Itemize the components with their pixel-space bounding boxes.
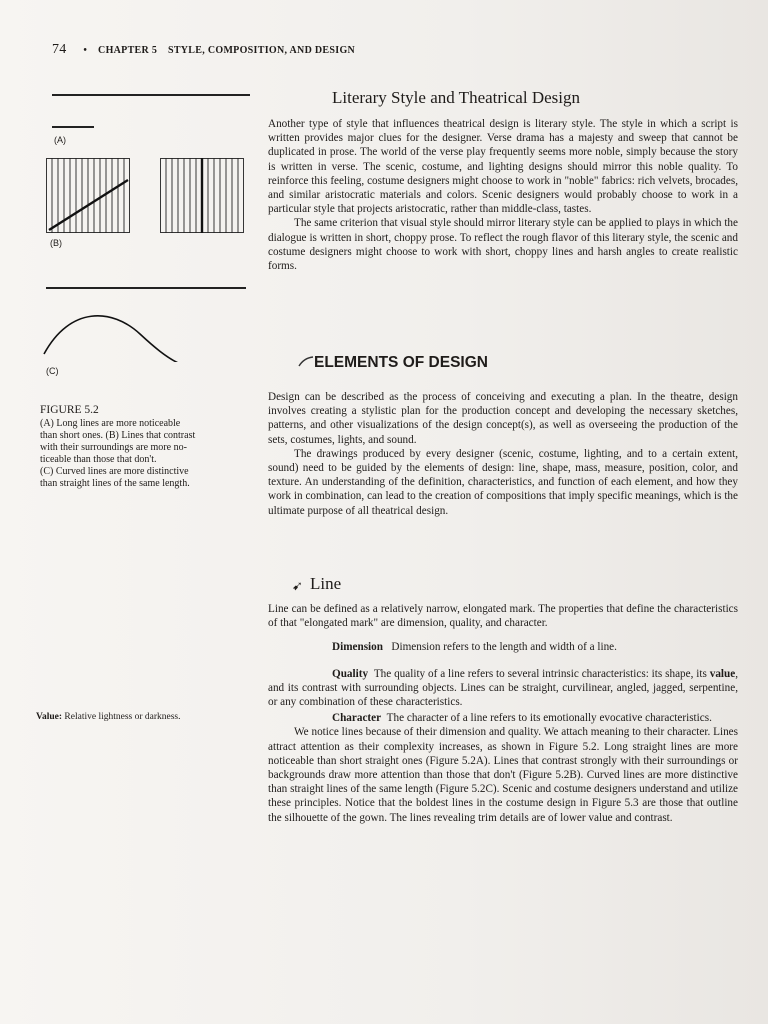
dimension-paragraph bbox=[268, 640, 738, 654]
elements-of-design-text bbox=[268, 390, 738, 518]
figure-a-long-line bbox=[52, 94, 250, 96]
pen-stroke-icon bbox=[298, 356, 314, 368]
dimension-term: Dimension bbox=[332, 641, 383, 654]
figure-label-c: (C) bbox=[46, 366, 59, 376]
figure-a-short-line bbox=[52, 126, 94, 128]
figure-label-b: (B) bbox=[50, 238, 62, 248]
line-section-text bbox=[268, 602, 738, 825]
caption-line: with their surroundings are more no- bbox=[40, 442, 187, 453]
caption-line: (C) Curved lines are more distinctive bbox=[40, 466, 189, 477]
caption-line: than straight lines of the same length. bbox=[40, 478, 190, 489]
caption-line: ticeable than those that don't. bbox=[40, 454, 157, 465]
bullet-separator: • bbox=[83, 45, 88, 56]
quality-value-term: value bbox=[709, 667, 736, 680]
line-heading: Line bbox=[310, 574, 342, 593]
pen-nib-icon: ➹ bbox=[292, 578, 303, 593]
dimension-text: Dimension refers to the length and width of a line. bbox=[391, 641, 617, 654]
glossary-term: Value: bbox=[36, 712, 63, 722]
running-header bbox=[52, 42, 355, 58]
quality-text-1: The quality of a line refers to several intrinsic characteristics: its shape, its bbox=[373, 667, 710, 680]
character-text: The character of a line refers to its emotionally evocative characteristics. bbox=[386, 712, 712, 725]
figure-c-curve bbox=[40, 312, 220, 362]
figure-b-illustration bbox=[46, 158, 246, 234]
quality-text-2: , and its contrast with surrounding objects. Lines can be straight, curvilinear, angled, jagged, serpentine, or any combination of these characteristics. bbox=[268, 667, 738, 709]
quality-term: Quality bbox=[332, 667, 369, 680]
figure-title: FIGURE 5.2 bbox=[40, 404, 99, 416]
paragraph: The same criterion that visual style should mirror literary style can be applied to plays in which the dialogue is written in short, choppy prose. To reflect the rough flavor of this literary style, the scenic and costume designers might choose to work with short, choppy lines and harsh angles to create realistic forms. bbox=[268, 217, 738, 273]
paragraph: The drawings produced by every designer (scenic, costume, lighting, and to a certain extent, sound) need to be guided by the elements of design: line, shape, mass, measure, position, color, and texture. An understanding of the definition, characteristics, and function of each element, and how they work in combination, can lead to the creation of compositions that imply specific meanings, which is the ultimate purpose of all theatrical design. bbox=[268, 447, 738, 517]
figure-label-a: (A) bbox=[54, 135, 66, 145]
paragraph: Another type of style that influences theatrical design is literary style. The style in which a script is written provides major clues for the designer. Verse drama has a majesty and sweep that cannot be duplicated in prose. The world of the verse play frequently seems more noble, simply because the story is written in verse. The scenic, costume, and lighting designs should mirror this noble quality. To reinforce this feeling, costume designers might choose to work in "noble" fabrics: rich velvets, brocades, and similar aristocratic materials and colors. Scenic designers would probably choose to work in a particular style that projects aristocratic, rather than middle-class, tastes. bbox=[268, 118, 738, 216]
page-number: 74 bbox=[52, 42, 67, 57]
glossary-definition: Relative lightness or darkness. bbox=[64, 712, 181, 722]
figure-b-contrast-diagonal bbox=[49, 180, 128, 230]
quality-paragraph bbox=[268, 667, 738, 710]
caption-line: than short ones. (B) Lines that contrast bbox=[40, 430, 196, 441]
caption-line: (A) Long lines are more noticeable bbox=[40, 418, 181, 429]
literary-style-heading: Literary Style and Theatrical Design bbox=[332, 88, 580, 107]
character-term: Character bbox=[332, 712, 382, 725]
elements-of-design-heading: ELEMENTS OF DESIGN bbox=[314, 354, 488, 371]
paragraph: Line can be defined as a relatively narrow, elongated mark. The properties that define the characteristics of that "elongated mark" are dimension, quality, and character. bbox=[268, 603, 738, 630]
chapter-label: CHAPTER 5 bbox=[98, 45, 158, 56]
character-paragraph bbox=[268, 711, 738, 725]
paragraph: We notice lines because of their dimension and quality. We attach meaning to their character. Lines attract attention as their complexity increases, as shown in Figure 5.2. Long straight lines are more noticeable than short straight ones (Figure 5.2A). Lines that contrast strongly with their surroundings or backgrounds draw more attention than those that don't (Figure 5.2B). Curved lines are more distinctive than straight lines of the same length (Figure 5.2C). Scenic and costume designers understand and utilize these principles. Notice that the boldest lines in the costume design in Figure 5.3 are those that outline the silhouette of the gown. The lines revealing trim details are of lower value and contrast. bbox=[268, 726, 738, 824]
margin-glossary-note bbox=[36, 712, 236, 722]
literary-style-text bbox=[268, 117, 738, 273]
figure-c-straight-line bbox=[46, 287, 246, 289]
figure-caption bbox=[40, 404, 245, 490]
paragraph: Design can be described as the process of conceiving and executing a plan. In the theatre, design involves creating a stylistic plan for the production concept and developing the necessary sketches, patterns, and other visualizations of the design concept(s), as well as overseeing the production of the sets, costumes, lights, and sound. bbox=[268, 391, 738, 446]
section-label: STYLE, COMPOSITION, AND DESIGN bbox=[167, 45, 356, 56]
